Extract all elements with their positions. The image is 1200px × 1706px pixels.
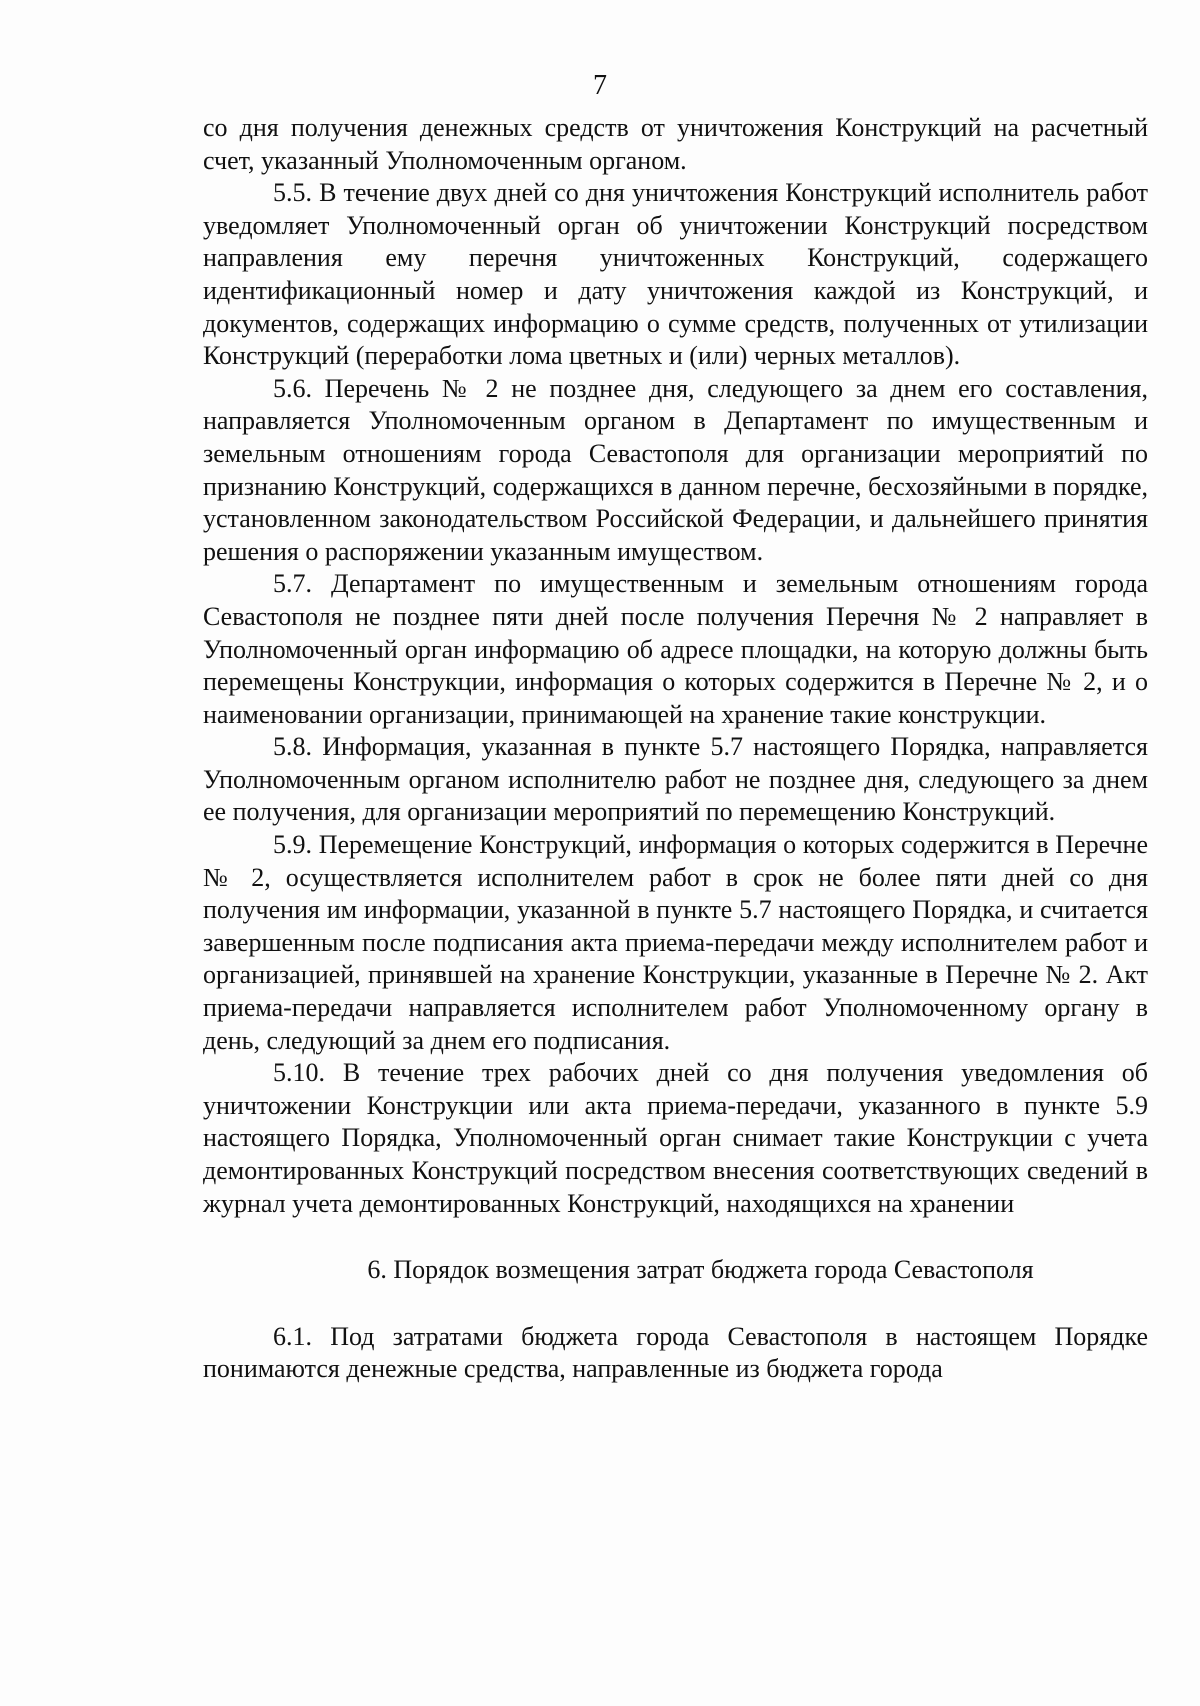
section-heading: 6. Порядок возмещения затрат бюджета города Севастополя xyxy=(367,1255,1034,1285)
page-number: 7 xyxy=(593,70,607,101)
paragraph-continuation: со дня получения денежных средств от уничтожения Конструкций на расчетный счет, указанный Уполномоченным органом. xyxy=(203,113,1148,175)
paragraph-5-9: 5.9. Перемещение Конструкций, информация о которых содержится в Перечне № 2, осуществляется исполнителем работ в срок не более пяти дней со дня получения им информации, указанной в пункте 5.7 настоящего Порядка, и считается завершенным после подписания акта приема-передачи между исполнителем работ и организацией, принявшей на хранение Конструкции, указанные в Перечне № 2. Акт приема-передачи направляется исполнителем работ Уполномоченному органу в день, следующий за днем его подписания. xyxy=(203,830,1148,1055)
paragraph-5-5: 5.5. В течение двух дней со дня уничтожения Конструкций исполнитель работ уведомляет Уполномоченный орган об уничтожении Конструкций посредством направления ему перечня уничтоженных Конструкций, содержащего идентификационный номер и дату уничтожения каждой из Конструкций, и документов, содержащих информацию о сумме средств, полученных от утилизации Конструкций (переработки лома цветных и (или) черных металлов). xyxy=(203,178,1148,371)
paragraph-5-8: 5.8. Информация, указанная в пункте 5.7 настоящего Порядка, направляется Уполномоченным органом исполнителю работ не позднее дня, следующего за днем ее получения, для организации мероприятий по перемещению Конструкций. xyxy=(203,732,1148,827)
document-body xyxy=(203,112,1148,1386)
paragraph-5-7: 5.7. Департамент по имущественным и земельным отношениям города Севастополя не позднее пяти дней после получения Перечня № 2 направляет в Уполномоченный орган информацию об адресе площадки, на которую должны быть перемещены Конструкции, информация о которых содержится в Перечне № 2, и о наименовании организации, принимающей на хранение такие конструкции. xyxy=(203,569,1148,729)
paragraph-6-1: 6.1. Под затратами бюджета города Севастополя в настоящем Порядке понимаются денежные средства, направленные из бюджета города xyxy=(203,1321,1148,1384)
paragraph-5-10: 5.10. В течение трех рабочих дней со дня получения уведомления об уничтожении Конструкции или акта приема-передачи, указанного в пункте 5.9 настоящего Порядка, Уполномоченный орган снимает такие Конструкции с учета демонтированных Конструкций посредством внесения соответствующих сведений в журнал учета демонтированных Конструкций, находящихся на хранении xyxy=(203,1058,1148,1218)
paragraph-5-6: 5.6. Перечень № 2 не позднее дня, следующего за днем его составления, направляется Уполномоченным органом в Департамент по имущественным и земельным отношениям города Севастополя для организации мероприятий по признанию Конструкций, содержащихся в данном перечне, бесхозяйными в порядке, установленном законодательством Российской Федерации, и дальнейшего принятия решения о распоряжении указанным имуществом. xyxy=(203,373,1148,566)
